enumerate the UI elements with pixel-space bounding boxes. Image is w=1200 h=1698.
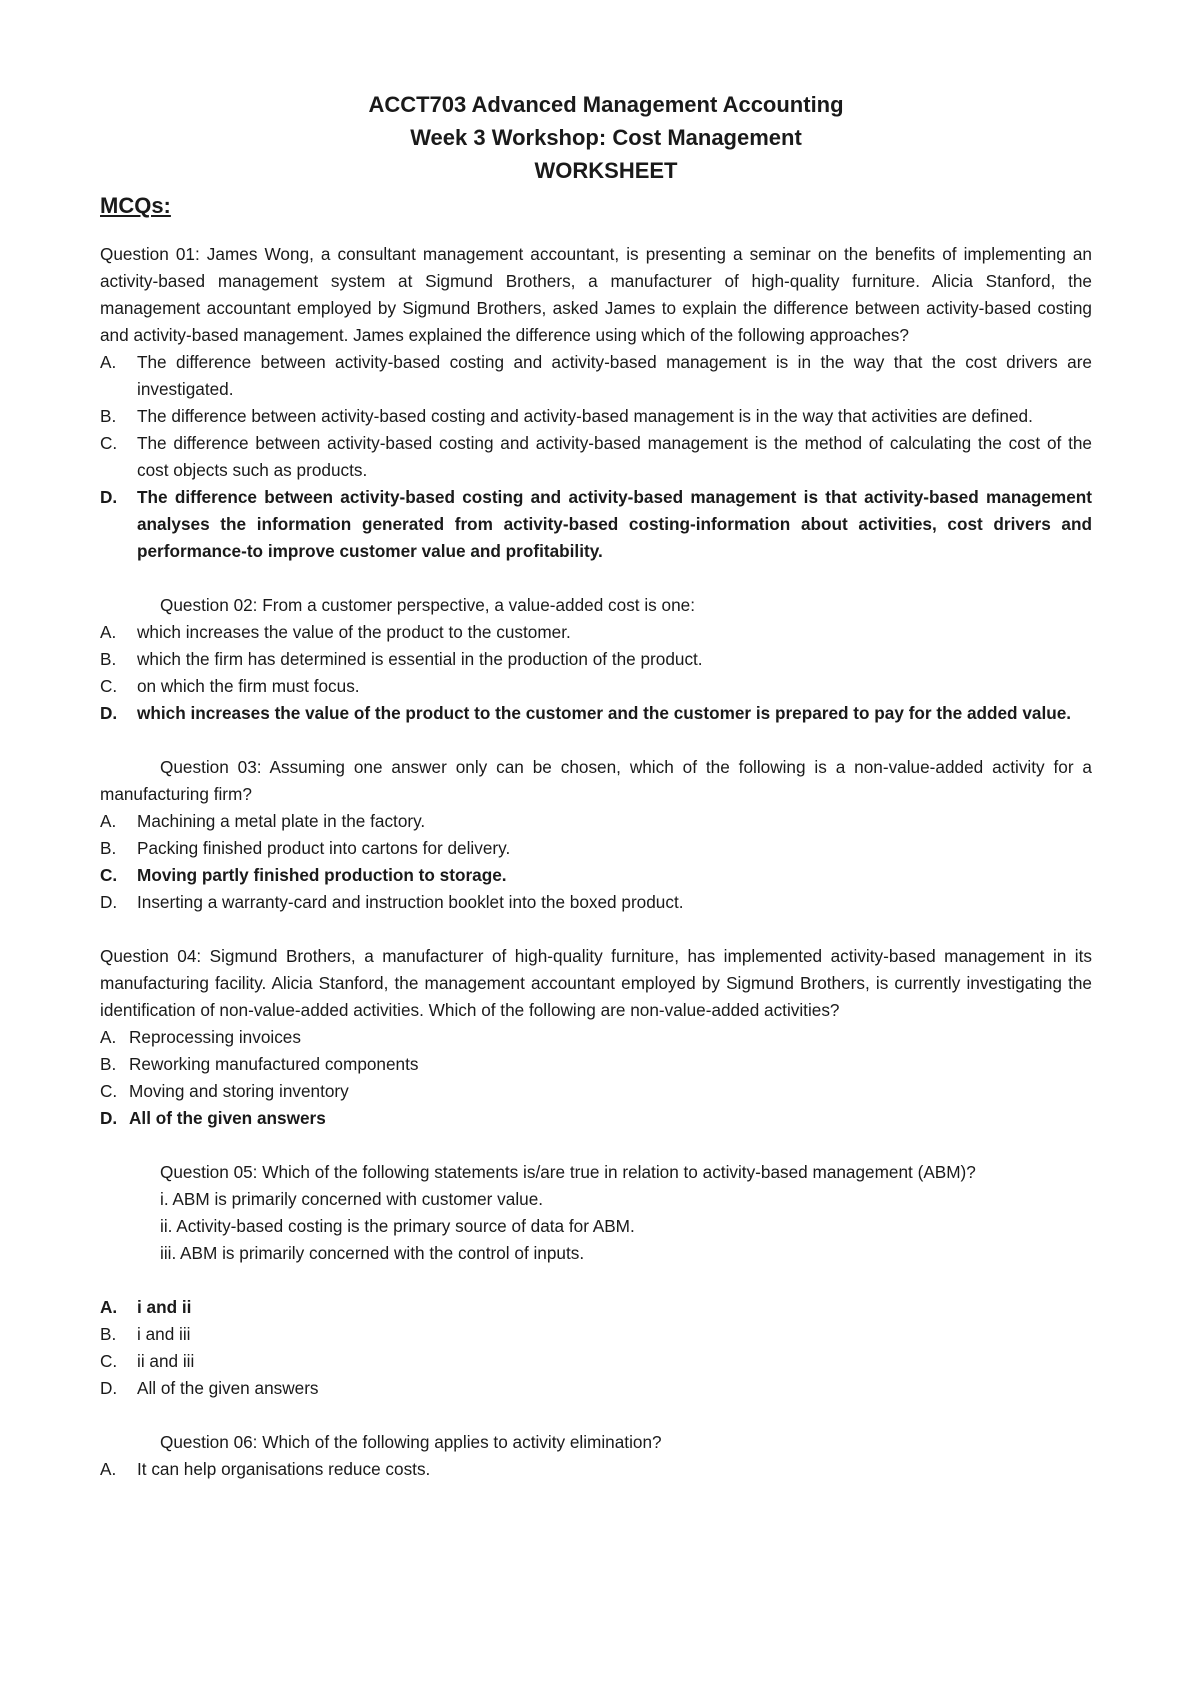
question-03 bbox=[100, 754, 1092, 916]
spacer bbox=[100, 916, 1092, 943]
worksheet-label: WORKSHEET bbox=[534, 158, 678, 183]
option-d-answer bbox=[100, 1105, 1092, 1132]
option-letter: C. bbox=[100, 1081, 118, 1101]
question-stem: Question 01: James Wong, a consultant management accountant, is presenting a seminar on the benefits of implementing an activity-based management system at Sigmund Brothers, a manufacturer of high-quality furniture. Alicia Stanford, the management accountant employed by Sigmund Brothers, asked James to explain the difference between activity-based costing and activity-based management. James explained the difference using which of the following approaches? bbox=[100, 244, 1092, 345]
option-a bbox=[100, 619, 1092, 646]
option-d bbox=[100, 1375, 1092, 1402]
option-c bbox=[100, 1348, 1092, 1375]
spacer bbox=[100, 1402, 1092, 1429]
option-letter: D. bbox=[100, 1378, 118, 1398]
option-text: which the firm has determined is essential in the production of the product. bbox=[137, 649, 703, 669]
title-block bbox=[120, 88, 1092, 187]
document-content bbox=[100, 88, 1092, 1483]
question-06 bbox=[100, 1429, 1092, 1483]
option-d-answer bbox=[100, 700, 1092, 727]
option-text: Moving partly finished production to storage. bbox=[137, 865, 507, 885]
option-text: which increases the value of the product to the customer. bbox=[137, 622, 571, 642]
option-text: i and ii bbox=[137, 1297, 192, 1317]
option-text: The difference between activity-based costing and activity-based management is the method of calculating the cost of the cost objects such as products. bbox=[137, 433, 1092, 480]
option-d bbox=[100, 889, 1092, 916]
option-letter: A. bbox=[100, 1027, 117, 1047]
option-text: All of the given answers bbox=[137, 1378, 319, 1398]
question-stem: Question 04: Sigmund Brothers, a manufacturer of high-quality furniture, has implemented activity-based management in its manufacturing facility. Alicia Stanford, the management accountant employed by Sigmund Brothers, is currently investigating the identification of non-value-added activities. Which of the following are non-value-added activities? bbox=[100, 946, 1092, 1020]
option-d-answer bbox=[100, 484, 1092, 565]
spacer bbox=[100, 1132, 1092, 1159]
question-stem: Question 06: Which of the following applies to activity elimination? bbox=[160, 1432, 662, 1452]
question-stem: Question 05: Which of the following statements is/are true in relation to activity-based management (ABM)? bbox=[160, 1162, 976, 1182]
option-text: The difference between activity-based costing and activity-based management is that activity-based management analyses the information generated from activity-based costing-information about activities, cost drivers and performance-to improve customer value and profitability. bbox=[137, 487, 1092, 561]
section-heading: MCQs: bbox=[100, 193, 171, 218]
option-c bbox=[100, 1078, 1092, 1105]
option-text: Reworking manufactured components bbox=[129, 1054, 419, 1074]
option-text: Moving and storing inventory bbox=[129, 1081, 349, 1101]
statement-ii: ii. Activity-based costing is the primary source of data for ABM. bbox=[160, 1216, 635, 1236]
option-letter: A. bbox=[100, 1459, 117, 1479]
question-01 bbox=[100, 241, 1092, 565]
option-letter: B. bbox=[100, 1054, 117, 1074]
option-a bbox=[100, 1024, 1092, 1051]
spacer bbox=[100, 727, 1092, 754]
option-text: It can help organisations reduce costs. bbox=[137, 1459, 431, 1479]
option-b bbox=[100, 1051, 1092, 1078]
option-c-answer bbox=[100, 862, 1092, 889]
question-stem: Question 02: From a customer perspective, a value-added cost is one: bbox=[160, 595, 695, 615]
option-letter: D. bbox=[100, 487, 118, 507]
option-letter: B. bbox=[100, 406, 117, 426]
option-text: Packing finished product into cartons for delivery. bbox=[137, 838, 511, 858]
option-letter: D. bbox=[100, 703, 118, 723]
spacer bbox=[100, 1267, 1092, 1294]
option-text: Inserting a warranty-card and instruction booklet into the boxed product. bbox=[137, 892, 684, 912]
option-text: Machining a metal plate in the factory. bbox=[137, 811, 426, 831]
question-05 bbox=[100, 1159, 1092, 1402]
option-letter: B. bbox=[100, 649, 117, 669]
question-02 bbox=[100, 592, 1092, 727]
option-text: The difference between activity-based costing and activity-based management is in the way that the cost drivers are investigated. bbox=[137, 352, 1092, 399]
option-text: ii and iii bbox=[137, 1351, 195, 1371]
option-a bbox=[100, 349, 1092, 403]
question-04 bbox=[100, 943, 1092, 1132]
option-letter: C. bbox=[100, 676, 118, 696]
workshop-title: Week 3 Workshop: Cost Management bbox=[410, 125, 802, 150]
option-a bbox=[100, 1456, 1092, 1483]
statement-i: i. ABM is primarily concerned with customer value. bbox=[160, 1189, 544, 1209]
option-c bbox=[100, 673, 1092, 700]
option-letter: D. bbox=[100, 1108, 118, 1128]
option-a-answer bbox=[100, 1294, 1092, 1321]
option-text: Reprocessing invoices bbox=[129, 1027, 301, 1047]
option-letter: C. bbox=[100, 1351, 118, 1371]
option-letter: B. bbox=[100, 1324, 117, 1344]
option-letter: D. bbox=[100, 892, 118, 912]
option-letter: A. bbox=[100, 1297, 118, 1317]
spacer bbox=[100, 565, 1092, 592]
option-b bbox=[100, 646, 1092, 673]
option-text: All of the given answers bbox=[129, 1108, 326, 1128]
option-b bbox=[100, 835, 1092, 862]
option-letter: A. bbox=[100, 352, 117, 372]
option-letter: B. bbox=[100, 838, 117, 858]
option-a bbox=[100, 808, 1092, 835]
question-stem: Question 03: Assuming one answer only can be chosen, which of the following is a non-value-added activity for a manufacturing firm? bbox=[100, 757, 1092, 804]
option-b bbox=[100, 403, 1092, 430]
option-text: on which the firm must focus. bbox=[137, 676, 360, 696]
option-text: i and iii bbox=[137, 1324, 191, 1344]
option-letter: A. bbox=[100, 811, 117, 831]
option-c bbox=[100, 430, 1092, 484]
statement-iii: iii. ABM is primarily concerned with the control of inputs. bbox=[160, 1243, 585, 1263]
option-letter: C. bbox=[100, 433, 118, 453]
option-b bbox=[100, 1321, 1092, 1348]
option-text: The difference between activity-based costing and activity-based management is in the way that activities are defined. bbox=[137, 406, 1033, 426]
course-title: ACCT703 Advanced Management Accounting bbox=[368, 92, 844, 117]
option-text: which increases the value of the product to the customer and the customer is prepared to pay for the added value. bbox=[137, 703, 1072, 723]
option-letter: A. bbox=[100, 622, 117, 642]
option-letter: C. bbox=[100, 865, 118, 885]
